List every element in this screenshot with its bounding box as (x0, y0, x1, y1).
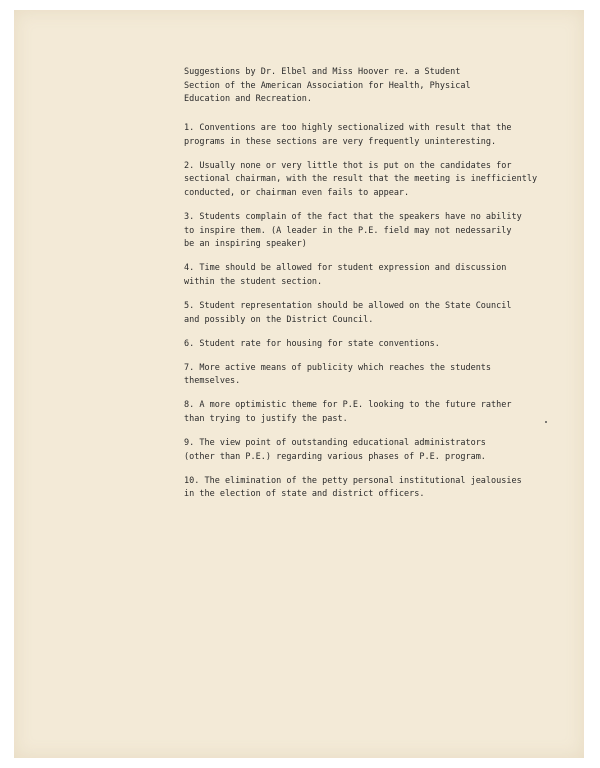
suggestion-item: 5. Student representation should be allowed on the State Council and possibly on the District Council. (184, 300, 512, 325)
suggestion-item: 2. Usually none or very little thot is put on the candidates for sectional chairman, with the result that the meeting is inefficiently conducted, or chairman even fails to appear. (184, 160, 538, 198)
suggestion-item: 9. The view point of outstanding educational administrators (other than P.E.) regarding various phases of P.E. program. (184, 438, 486, 462)
suggestion-item: 1. Conventions are too highly sectionalized with result that the programs in these sections are very frequently uninteresting. (184, 123, 512, 147)
paper-speck (545, 421, 547, 423)
suggestion-item: 8. A more optimistic theme for P.E. looking to the future rather than trying to justify the past. (184, 400, 512, 424)
suggestion-list (184, 122, 574, 512)
suggestion-item: 7. More active means of publicity which reaches the students themselves. (184, 362, 492, 387)
suggestion-item: 4. Time should be allowed for student expression and discussion within the student section. (184, 263, 507, 287)
suggestion-item: 10. The elimination of the petty personal institutional jealousies in the election of state and district officers. (184, 475, 522, 500)
document-page (14, 10, 584, 758)
suggestion-item: 6. Student rate for housing for state conventions. (184, 338, 440, 349)
suggestion-item: 3. Students complain of the fact that the speakers have no ability to inspire them. (A leader in the P.E. field may not nedessarily be an inspiring speaker) (184, 211, 522, 250)
document-heading: Suggestions by Dr. Elbel and Miss Hoover re. a Student Section of the American Association for Health, Physical Education and Recreation. (184, 67, 471, 105)
